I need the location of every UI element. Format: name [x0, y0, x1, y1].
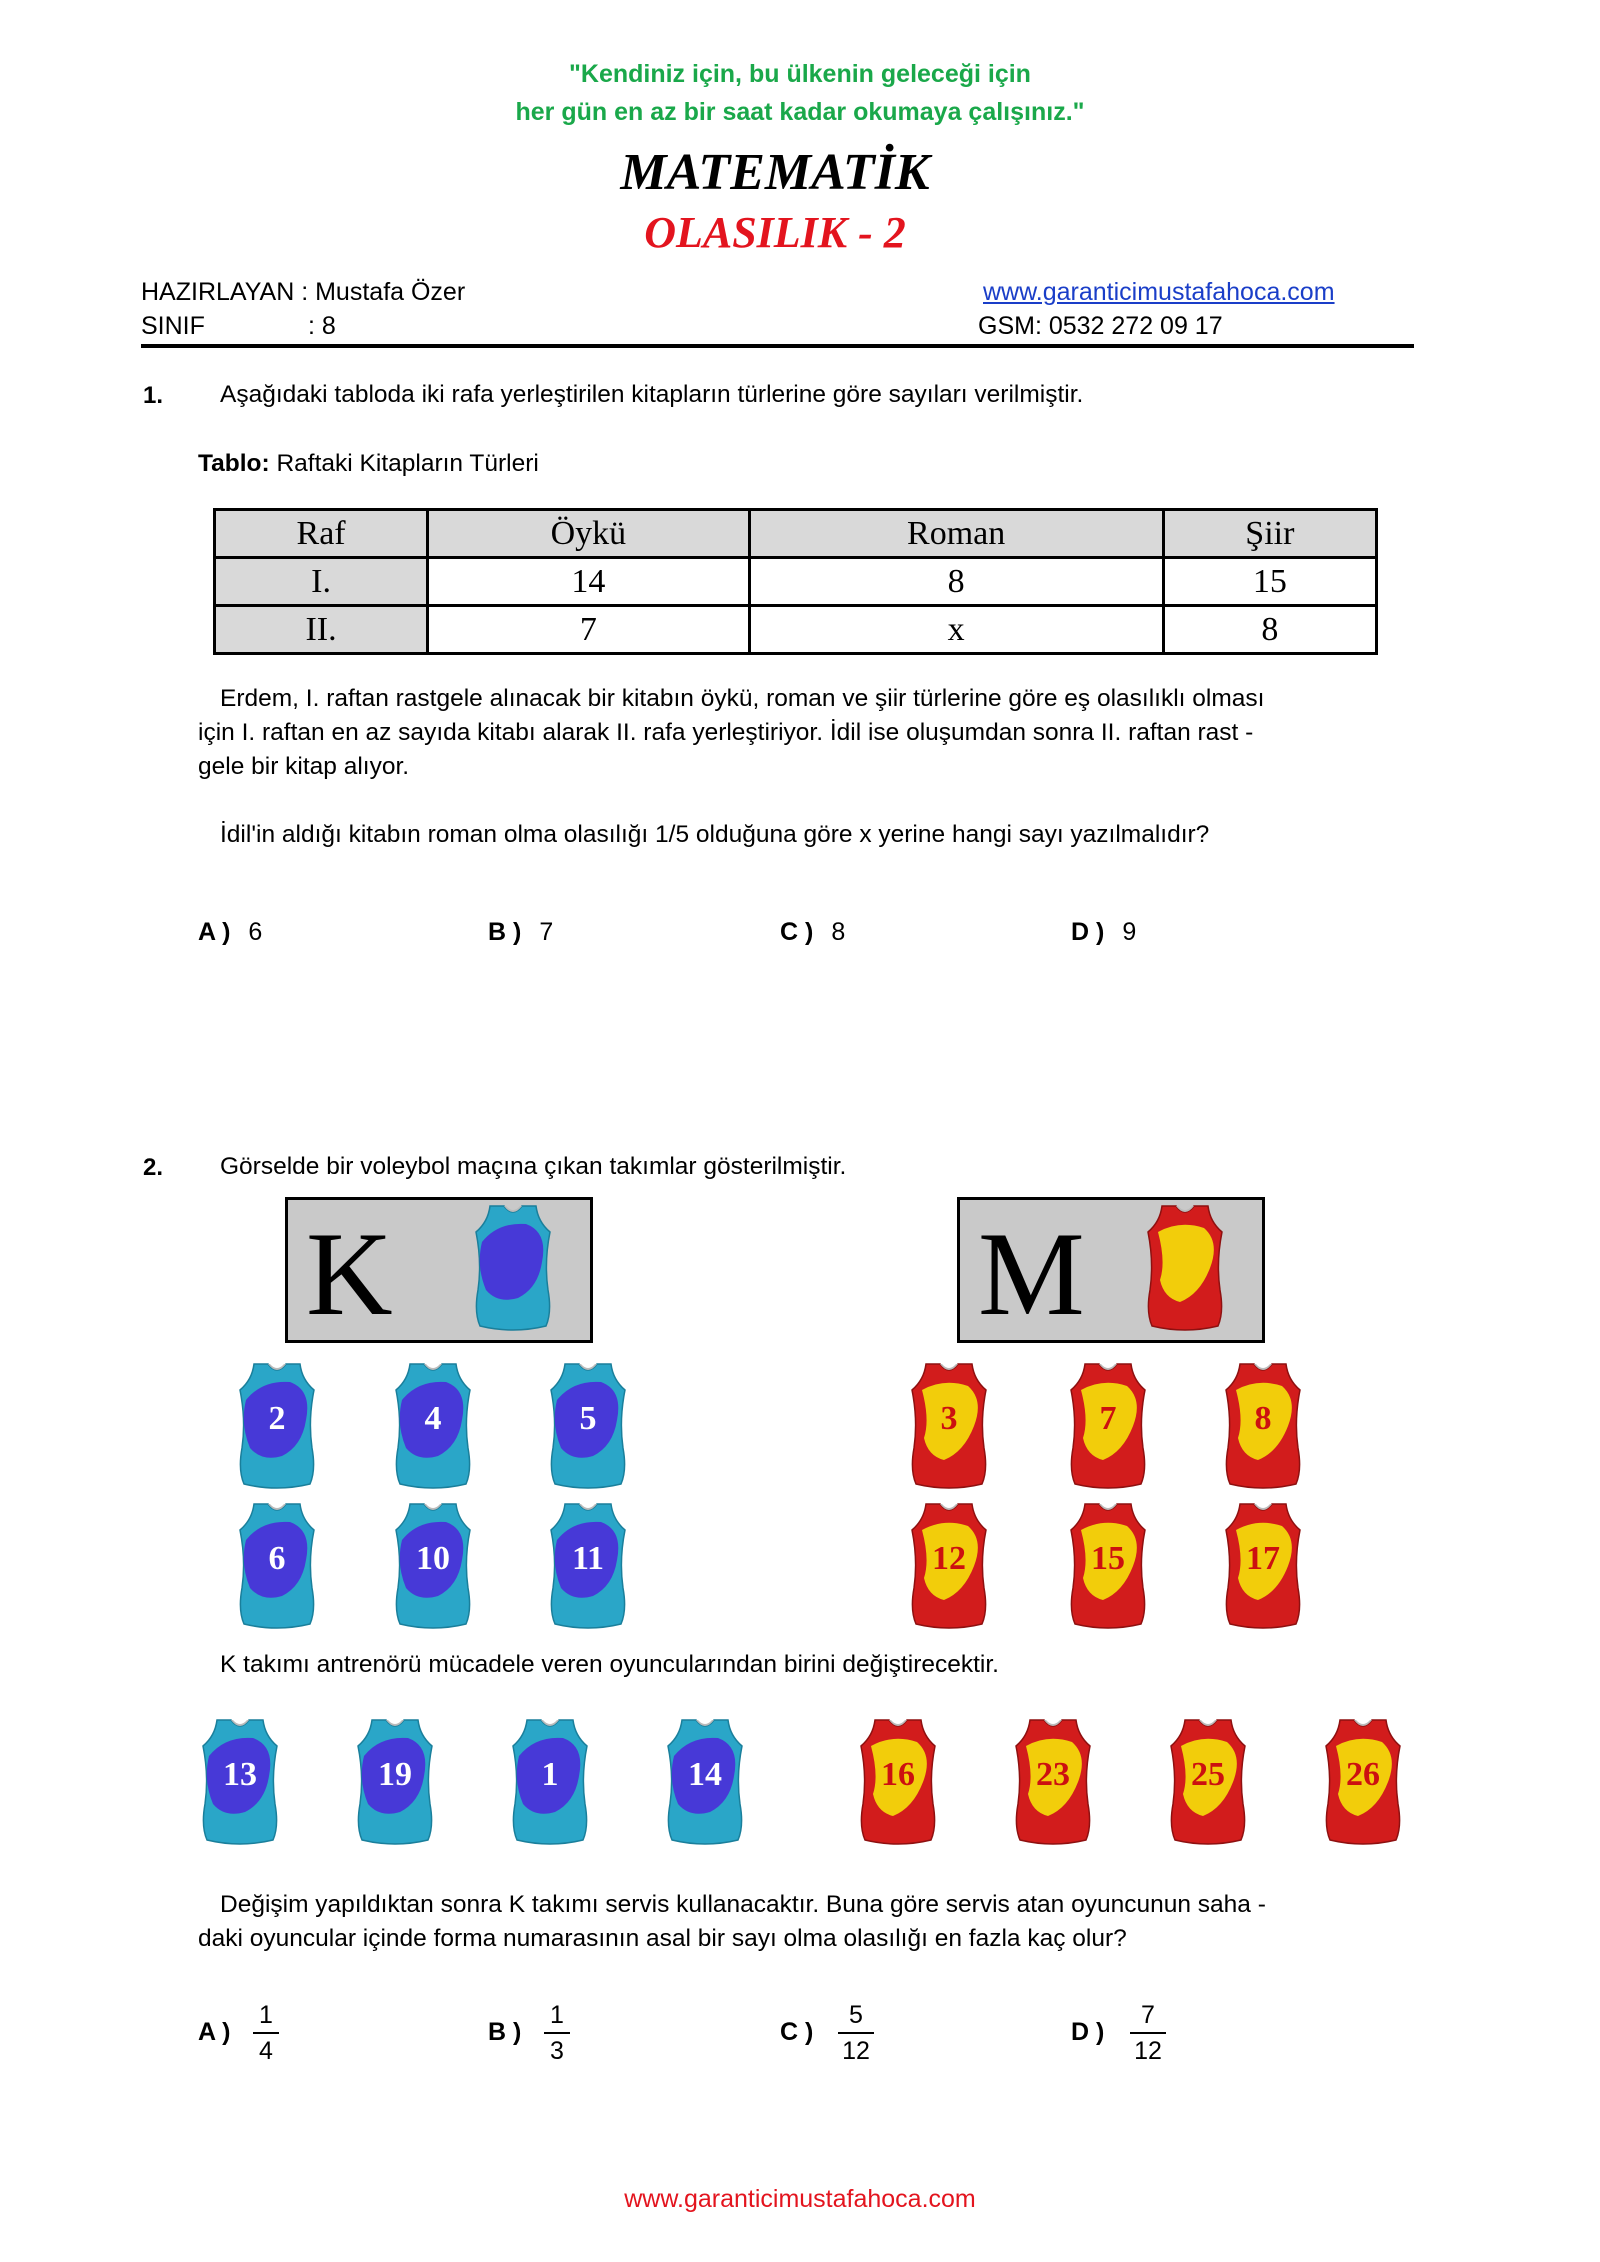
team-m-box [957, 1197, 1265, 1343]
jersey-number: 14 [688, 1756, 722, 1793]
jersey-number: 1 [541, 1756, 559, 1793]
bench-k-jersey [195, 1716, 285, 1846]
q2-option-c-fraction [838, 2000, 874, 2066]
jersey-number: 8 [1254, 1400, 1272, 1437]
jersey-number: 7 [1099, 1400, 1117, 1437]
option-value: 9 [1122, 918, 1137, 946]
jersey-number: 2 [268, 1400, 286, 1437]
option-label: C ) [780, 2018, 814, 2046]
option-label: B ) [488, 2018, 522, 2046]
table-cell: 8 [749, 558, 1163, 606]
website-link[interactable]: www.garanticimustafahoca.com [983, 278, 1335, 306]
table-cell: x [749, 606, 1163, 654]
q1-option-d[interactable] [1071, 918, 1136, 947]
q1-para-line-2: için I. raftan en az sayıda kitabı alarak II. rafa yerleştiriyor. İdil ise oluşumdan sonra II. raftan rast - [198, 719, 1254, 746]
team-k-player-jersey [232, 1360, 322, 1490]
fraction-numerator: 7 [1141, 2001, 1155, 2029]
motto-quote [0, 55, 1600, 131]
fraction-bar [253, 2032, 279, 2034]
fraction-denominator: 3 [550, 2037, 564, 2065]
table-cell: 7 [428, 606, 749, 654]
team-m-player-jersey [1218, 1360, 1308, 1490]
grade-label: SINIF [141, 312, 205, 340]
option-label: D ) [1071, 918, 1105, 946]
teal-jersey-icon [468, 1202, 558, 1332]
option-label: D ) [1071, 2018, 1105, 2046]
option-label: A ) [198, 918, 231, 946]
q2-option-a-fraction [253, 2000, 279, 2066]
table-cell: 8 [1163, 606, 1376, 654]
team-k-player-jersey [388, 1500, 478, 1630]
fraction-numerator: 1 [550, 2001, 564, 2029]
fraction-numerator: 1 [259, 2001, 273, 2029]
bench-m-jersey [853, 1716, 943, 1846]
table-header-row [215, 510, 1377, 558]
fraction-bar [1130, 2032, 1166, 2034]
team-k-box [285, 1197, 593, 1343]
q2-option-d-fraction [1130, 2000, 1166, 2066]
q2-intro: Görselde bir voleybol maçına çıkan takımlar gösterilmiştir. [220, 1153, 847, 1180]
jersey-number: 17 [1246, 1540, 1280, 1577]
footer-website[interactable]: www.garanticimustafahoca.com [624, 2185, 976, 2213]
bench-m-jersey [1008, 1716, 1098, 1846]
table-cell: 15 [1163, 558, 1376, 606]
option-value: 7 [539, 918, 554, 946]
team-k-letter: K [306, 1207, 393, 1340]
jersey-number: 11 [571, 1540, 605, 1577]
team-m-player-jersey [904, 1360, 994, 1490]
jersey-number: 19 [378, 1756, 412, 1793]
fraction-denominator: 12 [1134, 2037, 1162, 2065]
team-m-player-jersey [1063, 1500, 1153, 1630]
q2-option-d[interactable] [1071, 2018, 1122, 2047]
jersey-number: 16 [881, 1756, 915, 1793]
q1-table-caption-bold: Tablo: [198, 450, 270, 477]
q2-substitution-text: K takımı antrenörü mücadele veren oyuncularından birini değiştirecektir. [220, 1651, 999, 1678]
jersey-number: 4 [424, 1400, 442, 1437]
motto-line-2: her gün en az bir saat kadar okumaya çalışınız." [515, 98, 1085, 126]
q2-para-line-1: Değişim yapıldıktan sonra K takımı servis kullanacaktır. Buna göre servis atan oyuncunun saha - [220, 1891, 1266, 1918]
motto-line-1: "Kendiniz için, bu ülkenin geleceği için [569, 60, 1031, 88]
table-cell: 14 [428, 558, 749, 606]
jersey-number: 13 [223, 1756, 257, 1793]
header-divider [141, 344, 1414, 348]
jersey-number: 25 [1191, 1756, 1225, 1793]
author-line: HAZIRLAYAN : Mustafa Özer [141, 278, 466, 306]
team-m-jersey-icon [1140, 1202, 1230, 1332]
team-m-player-jersey [1063, 1360, 1153, 1490]
option-label: A ) [198, 2018, 231, 2046]
fraction-denominator: 12 [842, 2037, 870, 2065]
bench-m-jersey [1318, 1716, 1408, 1846]
team-k-player-jersey [232, 1500, 322, 1630]
subject-title: MATEMATİK [620, 144, 930, 201]
q1-para-line-3: gele bir kitap alıyor. [198, 753, 410, 780]
jersey-number: 15 [1091, 1540, 1125, 1577]
jersey-number: 26 [1346, 1756, 1380, 1793]
q1-question: İdil'in aldığı kitabın roman olma olasılığı 1/5 olduğuna göre x yerine hangi sayı yazılmalıdır? [220, 821, 1210, 848]
team-m-player-jersey [904, 1500, 994, 1630]
team-k-player-jersey [543, 1360, 633, 1490]
bench-k-jersey [505, 1716, 595, 1846]
fraction-denominator: 4 [259, 2037, 273, 2065]
table-row [215, 558, 1377, 606]
table-header-cell: Öykü [428, 510, 749, 558]
jersey-number: 5 [579, 1400, 597, 1437]
team-k-player-jersey [543, 1500, 633, 1630]
topic-title: OLASILIK - 2 [644, 208, 906, 257]
q2-para-line-2: daki oyuncular içinde forma numarasının asal bir sayı olma olasılığı en fazla kaç olur? [198, 1925, 1127, 1952]
table-header-cell: Raf [215, 510, 428, 558]
table-row [215, 606, 1377, 654]
q2-option-b-fraction [544, 2000, 570, 2066]
bench-m-jersey [1163, 1716, 1253, 1846]
red-jersey-icon [1140, 1202, 1230, 1332]
jersey-number: 23 [1036, 1756, 1070, 1793]
bench-k-jersey [660, 1716, 750, 1846]
fraction-bar [544, 2032, 570, 2034]
grade-value: : 8 [308, 312, 336, 340]
jersey-number: 10 [416, 1540, 450, 1577]
team-m-player-jersey [1218, 1500, 1308, 1630]
team-k-jersey-icon [468, 1202, 558, 1332]
table-header-cell: Şiir [1163, 510, 1376, 558]
q2-number: 2. [143, 1154, 164, 1181]
fraction-numerator: 5 [849, 2001, 863, 2029]
option-label: B ) [488, 918, 522, 946]
q1-number: 1. [143, 382, 164, 409]
q1-para-line-1: Erdem, I. raftan rastgele alınacak bir kitabın öykü, roman ve şiir türlerine göre eş olasılıklı olması [220, 685, 1265, 712]
option-label: C ) [780, 918, 814, 946]
q1-option-c[interactable] [780, 918, 845, 947]
q2-option-b[interactable] [488, 2018, 539, 2047]
q1-option-b[interactable] [488, 918, 553, 947]
option-value: 8 [831, 918, 846, 946]
option-value: 6 [248, 918, 263, 946]
jersey-number: 3 [940, 1400, 958, 1437]
q2-option-a[interactable] [198, 2018, 248, 2047]
q2-option-c[interactable] [780, 2018, 831, 2047]
q1-table-caption-text: Raftaki Kitapların Türleri [269, 450, 539, 477]
fraction-bar [838, 2032, 874, 2034]
team-m-letter: M [978, 1207, 1085, 1340]
table-cell: I. [215, 558, 428, 606]
books-table [213, 508, 1378, 655]
bench-k-jersey [350, 1716, 440, 1846]
q1-option-a[interactable] [198, 918, 262, 947]
phone-number: GSM: 0532 272 09 17 [978, 312, 1223, 340]
q1-table-caption [198, 447, 539, 481]
team-k-player-jersey [388, 1360, 478, 1490]
jersey-number: 6 [268, 1540, 286, 1577]
jersey-number: 12 [932, 1540, 966, 1577]
table-cell: II. [215, 606, 428, 654]
table-header-cell: Roman [749, 510, 1163, 558]
q1-intro: Aşağıdaki tabloda iki rafa yerleştirilen kitapların türlerine göre sayıları verilmiştir. [220, 381, 1084, 408]
